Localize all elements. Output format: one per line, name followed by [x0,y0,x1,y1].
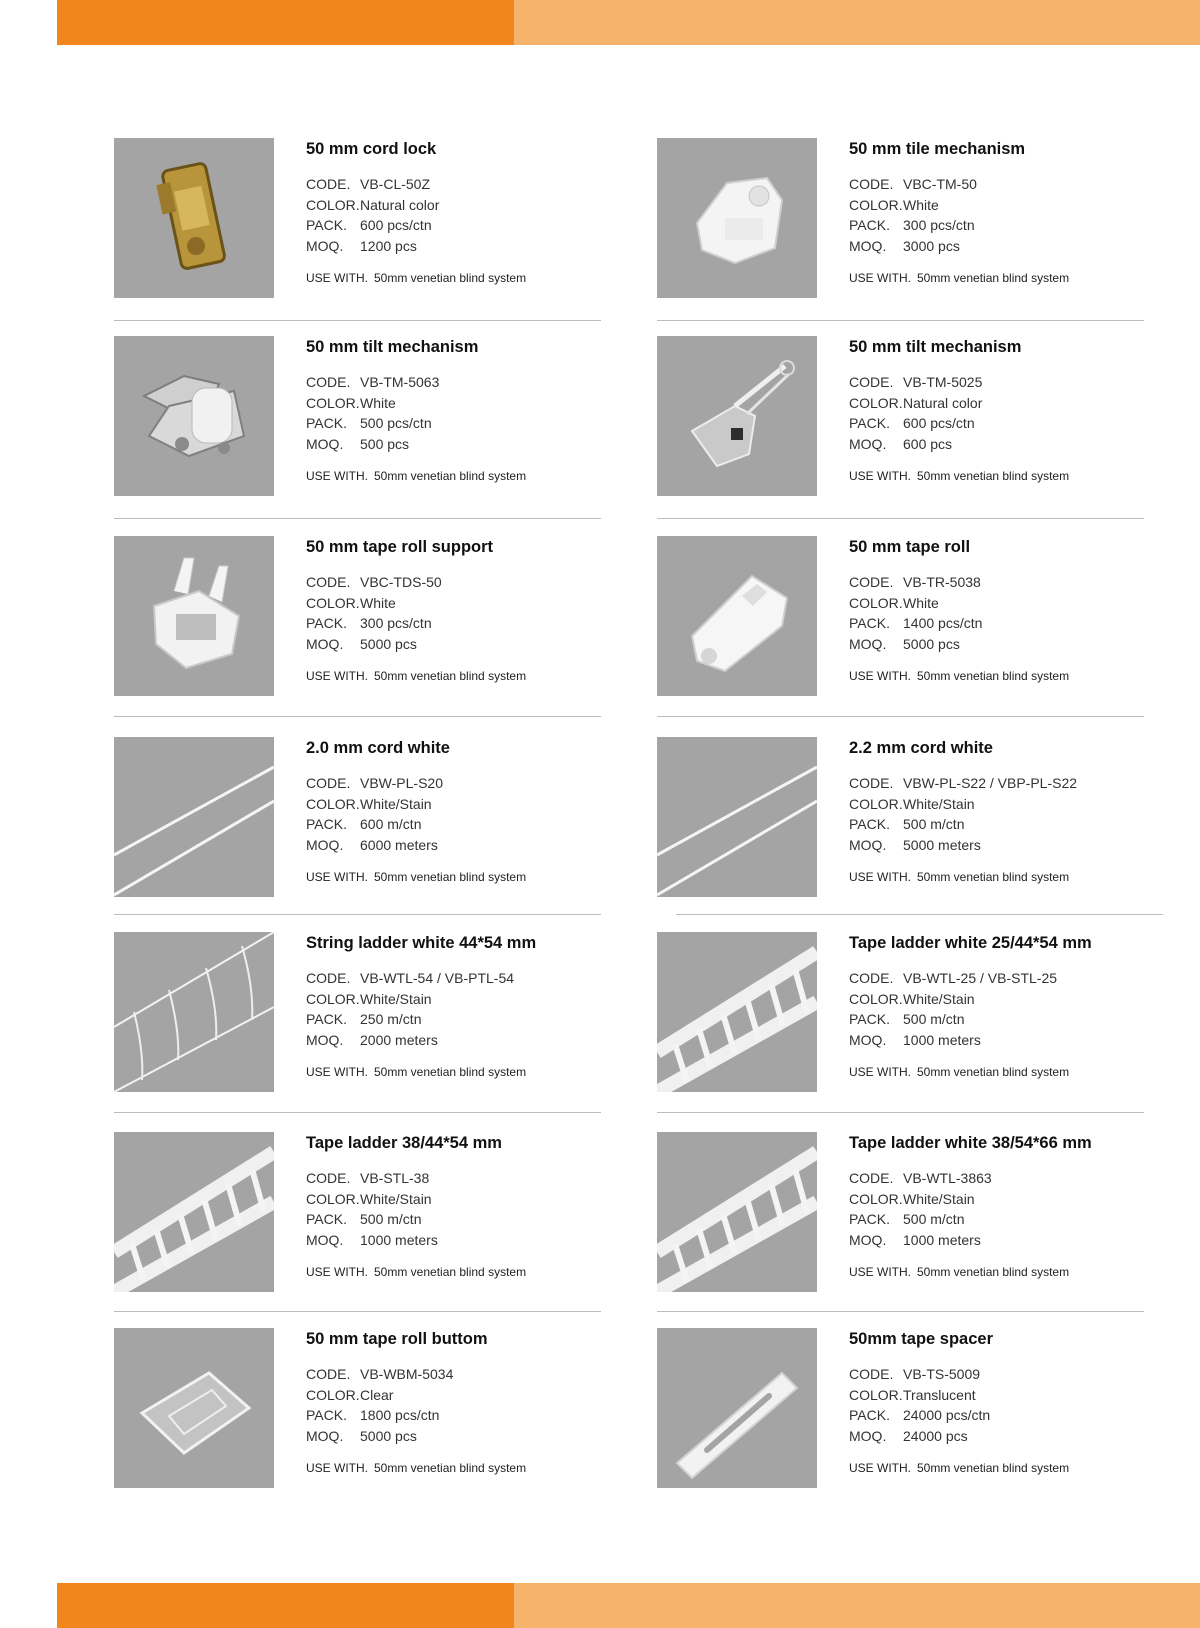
product-info [849,737,1169,884]
spec-pack-value: 500 m/ctn [903,1011,965,1027]
product-image [657,138,817,298]
product-title: 50 mm tape roll buttom [306,1330,488,1348]
use-with-value: 50mm venetian blind system [374,1065,527,1079]
product-card [657,1328,1157,1488]
spec-moq-value: 500 pcs [360,435,410,452]
spec-pack-label: PACK. [306,1011,347,1027]
product-info [849,1328,1169,1475]
use-with-value: 50mm venetian blind system [917,1265,1070,1279]
product-card [657,536,1157,696]
spec-code [849,1364,1169,1385]
product-card [114,737,614,897]
spec-moq-value: 5000 pcs [903,635,960,652]
spec-pack [306,814,626,835]
bottom-accent-bar [57,1583,1200,1628]
use-with-value: 50mm venetian blind system [917,669,1070,683]
spec-pack [849,1209,1169,1230]
use-with-label: USE WITH. [849,1265,911,1279]
spec-color-label: COLOR. [849,990,903,1007]
use-with [849,271,1169,285]
spec-moq-value: 1000 meters [903,1231,981,1248]
spec-moq [306,434,626,455]
spec-code-label: CODE. [306,574,351,590]
spec-color [306,1189,626,1210]
product-info [306,536,626,683]
spec-code-value: VB-TM-5063 [360,374,440,390]
top-accent-bar-light [514,0,1200,45]
spec-code-value: VBC-TM-50 [903,176,977,192]
spec-pack-label: PACK. [306,217,347,233]
spec-code-label: CODE. [306,1366,351,1382]
cord-icon [114,737,274,897]
spec-code [849,174,1169,195]
use-with-value: 50mm venetian blind system [917,1065,1070,1079]
use-with [306,271,626,285]
tape-ladder-icon [657,932,817,1092]
use-with [849,870,1169,884]
spec-moq-label: MOQ. [849,1031,887,1048]
spec-code [849,968,1169,989]
product-title: String ladder white 44*54 mm [306,934,537,952]
use-with-label: USE WITH. [849,469,911,483]
row-divider [114,1311,601,1312]
product-title: 50 mm tape roll [849,538,971,556]
spec-code-value: VB-CL-50Z [360,176,431,192]
product-title: 2.2 mm cord white [849,739,993,757]
spec-pack-label: PACK. [849,1011,890,1027]
spec-color [306,593,626,614]
spec-color [849,593,1169,614]
use-with-value: 50mm venetian blind system [917,870,1070,884]
row-divider [657,518,1144,519]
spec-color-label: COLOR. [306,990,360,1007]
use-with-value: 50mm venetian blind system [917,271,1070,285]
use-with-value: 50mm venetian blind system [374,669,527,683]
spec-color-label: COLOR. [849,1190,903,1207]
spec-code-value: VB-WTL-25 / VB-STL-25 [903,970,1058,986]
spec-color [849,1385,1169,1406]
use-with-label: USE WITH. [306,271,368,285]
product-card [114,1132,614,1292]
use-with-value: 50mm venetian blind system [374,271,527,285]
use-with [306,870,626,884]
use-with-value: 50mm venetian blind system [374,1461,527,1475]
product-info [849,1132,1169,1279]
white-tilt-block-icon [657,138,817,298]
use-with-value: 50mm venetian blind system [374,870,527,884]
product-card [657,138,1157,298]
product-info [306,1132,626,1279]
product-title: Tape ladder white 25/44*54 mm [849,934,1092,952]
product-image [114,737,274,897]
spec-pack [849,814,1169,835]
spec-pack-value: 500 m/ctn [903,1211,965,1227]
spec-moq-label: MOQ. [306,435,344,452]
spec-color-label: COLOR. [849,594,903,611]
spec-code-value: VBW-PL-S20 [360,775,443,791]
top-accent-bar [57,0,1200,45]
spec-code-label: CODE. [849,374,894,390]
spec-pack-value: 600 pcs/ctn [360,217,432,233]
product-title: 50 mm tape roll support [306,538,494,556]
spec-pack [849,1405,1169,1426]
spec-moq-label: MOQ. [306,237,344,254]
spec-color-label: COLOR. [849,394,903,411]
spec-color-label: COLOR. [306,1386,360,1403]
tape-ladder-icon [114,1132,274,1292]
product-image [657,336,817,496]
clear-tilt-mechanism-icon [657,336,817,496]
use-with-label: USE WITH. [849,1065,911,1079]
spec-color-value: White/Stain [360,795,432,812]
spec-pack [849,215,1169,236]
spec-color-value: White/Stain [360,1190,432,1207]
spec-moq-label: MOQ. [849,1231,887,1248]
spec-color-value: White [360,394,396,411]
spec-pack [849,613,1169,634]
spec-code-value: VB-TM-5025 [903,374,983,390]
spec-color-value: White/Stain [360,990,432,1007]
product-info [306,1328,626,1475]
row-divider [114,518,601,519]
spec-moq [849,1030,1169,1051]
spec-color-label: COLOR. [306,1190,360,1207]
spec-color [306,393,626,414]
spec-color [306,794,626,815]
spec-code [849,1168,1169,1189]
use-with-label: USE WITH. [306,1065,368,1079]
spec-moq-label: MOQ. [306,635,344,652]
product-image [114,932,274,1092]
spec-color-value: Clear [360,1386,394,1403]
spec-code [306,1364,626,1385]
product-title: 50 mm tile mechanism [849,140,1026,158]
product-info [306,932,626,1079]
spec-code-value: VB-TS-5009 [903,1366,981,1382]
product-info [306,336,626,483]
spec-code [306,1168,626,1189]
product-card [114,336,614,496]
spec-moq-label: MOQ. [849,1427,887,1444]
spec-code [849,572,1169,593]
spec-code-value: VB-TR-5038 [903,574,981,590]
spec-moq-value: 1000 meters [903,1031,981,1048]
spec-moq [306,1030,626,1051]
spec-pack [306,1405,626,1426]
bottom-accent-bar-dark [57,1583,514,1628]
spec-color-value: Natural color [903,394,983,411]
row-divider [114,716,601,717]
spec-code [849,773,1169,794]
spec-color-value: White [903,196,939,213]
spec-pack-label: PACK. [306,1211,347,1227]
spec-moq-value: 1200 pcs [360,237,417,254]
spec-color [849,794,1169,815]
product-card [657,1132,1157,1292]
use-with [849,469,1169,483]
spec-code-value: VB-WTL-54 / VB-PTL-54 [360,970,515,986]
spec-color [849,1189,1169,1210]
spec-moq-value: 5000 pcs [360,635,417,652]
metal-tilt-mechanism-icon [114,336,274,496]
spec-color-value: Translucent [903,1386,976,1403]
product-title: 50 mm tilt mechanism [849,338,1022,356]
spec-moq-label: MOQ. [849,237,887,254]
product-image [657,737,817,897]
spec-moq-value: 600 pcs [903,435,953,452]
spec-pack-value: 300 pcs/ctn [903,217,975,233]
spec-code-label: CODE. [849,176,894,192]
spec-color-value: White [360,594,396,611]
use-with-label: USE WITH. [306,669,368,683]
top-accent-bar-dark [57,0,514,45]
product-info [849,336,1169,483]
spec-code-label: CODE. [849,574,894,590]
product-image [657,1328,817,1488]
spec-color [306,989,626,1010]
product-image [114,1132,274,1292]
spec-color-value: White/Stain [903,990,975,1007]
spec-color-label: COLOR. [306,394,360,411]
spec-moq [306,1426,626,1447]
use-with [849,1065,1169,1079]
spec-pack-value: 250 m/ctn [360,1011,422,1027]
use-with-label: USE WITH. [306,469,368,483]
use-with-value: 50mm venetian blind system [374,469,527,483]
spec-color-label: COLOR. [306,795,360,812]
spec-code-value: VBC-TDS-50 [360,574,442,590]
spec-moq [849,1230,1169,1251]
spec-pack-value: 500 m/ctn [903,816,965,832]
product-info [849,536,1169,683]
product-image [657,536,817,696]
spec-pack-value: 1800 pcs/ctn [360,1407,440,1423]
spec-code-label: CODE. [306,176,351,192]
spec-code-label: CODE. [306,775,351,791]
spec-moq-value: 24000 pcs [903,1427,968,1444]
spec-pack [306,215,626,236]
bottom-accent-bar-light [514,1583,1200,1628]
spec-code-label: CODE. [849,970,894,986]
spec-pack-label: PACK. [306,816,347,832]
spec-pack [306,1209,626,1230]
row-divider [114,914,601,915]
spec-moq-value: 6000 meters [360,836,438,853]
use-with-value: 50mm venetian blind system [917,1461,1070,1475]
use-with-label: USE WITH. [849,669,911,683]
spec-moq [849,634,1169,655]
spec-moq [849,236,1169,257]
string-ladder-icon [114,932,274,1092]
spec-pack-label: PACK. [306,415,347,431]
product-title: 50 mm cord lock [306,140,437,158]
product-info [849,932,1169,1079]
spec-moq-value: 3000 pcs [903,237,960,254]
use-with-label: USE WITH. [849,271,911,285]
use-with [306,669,626,683]
spec-code-value: VB-STL-38 [360,1170,430,1186]
product-info [306,737,626,884]
spec-moq-label: MOQ. [306,1231,344,1248]
product-title: Tape ladder 38/44*54 mm [306,1134,502,1152]
use-with [306,469,626,483]
product-card [114,1328,614,1488]
spec-pack-value: 300 pcs/ctn [360,615,432,631]
spec-moq-label: MOQ. [306,836,344,853]
spec-pack [306,413,626,434]
tape-roll-icon [657,536,817,696]
product-card [657,737,1157,897]
spec-pack-value: 500 pcs/ctn [360,415,432,431]
product-card [657,336,1157,496]
spec-pack-value: 24000 pcs/ctn [903,1407,991,1423]
spec-code-label: CODE. [306,1170,351,1186]
spec-code [306,174,626,195]
spec-pack-value: 600 m/ctn [360,816,422,832]
spec-moq-label: MOQ. [849,836,887,853]
spec-pack [306,613,626,634]
spec-color-value: White/Stain [903,1190,975,1207]
spec-pack-label: PACK. [849,816,890,832]
spec-code-value: VBW-PL-S22 / VBP-PL-S22 [903,775,1078,791]
product-title: Tape ladder white 38/54*66 mm [849,1134,1092,1152]
use-with-label: USE WITH. [849,870,911,884]
spec-moq-label: MOQ. [306,1427,344,1444]
use-with-value: 50mm venetian blind system [374,1265,527,1279]
product-info [849,138,1169,285]
product-title: 50 mm tilt mechanism [306,338,479,356]
use-with-value: 50mm venetian blind system [917,469,1070,483]
spec-pack-value: 500 m/ctn [360,1211,422,1227]
spec-pack-label: PACK. [849,1407,890,1423]
spec-moq-label: MOQ. [306,1031,344,1048]
product-title: 2.0 mm cord white [306,739,450,757]
spec-code [306,372,626,393]
use-with [306,1065,626,1079]
spec-moq [306,835,626,856]
clear-tape-roll-bottom-icon [114,1328,274,1488]
spec-pack [306,1009,626,1030]
spec-pack-label: PACK. [849,415,890,431]
spec-code-label: CODE. [849,1170,894,1186]
product-card [114,138,614,298]
product-card [114,536,614,696]
spec-moq-label: MOQ. [849,635,887,652]
spec-moq [306,236,626,257]
row-divider [657,320,1144,321]
use-with-label: USE WITH. [306,1265,368,1279]
product-image [657,932,817,1092]
spec-moq-value: 2000 meters [360,1031,438,1048]
spec-moq [849,835,1169,856]
row-divider [657,716,1144,717]
spec-color [306,195,626,216]
spec-code-label: CODE. [306,970,351,986]
spec-code-value: VB-WBM-5034 [360,1366,454,1382]
spec-pack-label: PACK. [306,1407,347,1423]
spec-code [849,372,1169,393]
spec-pack-value: 600 pcs/ctn [903,415,975,431]
spec-code-label: CODE. [849,775,894,791]
spec-pack-value: 1400 pcs/ctn [903,615,983,631]
spec-moq [306,1230,626,1251]
spec-pack-label: PACK. [849,1211,890,1227]
spec-pack-label: PACK. [306,615,347,631]
product-title: 50mm tape spacer [849,1330,993,1348]
spec-color-label: COLOR. [849,795,903,812]
row-divider [114,320,601,321]
spec-color-value: White/Stain [903,795,975,812]
spec-moq-value: 5000 pcs [360,1427,417,1444]
product-info [306,138,626,285]
use-with [306,1461,626,1475]
spec-code-label: CODE. [849,1366,894,1382]
tape-spacer-icon [657,1328,817,1488]
product-image [114,536,274,696]
metal-cord-lock-icon [114,138,274,298]
use-with [849,669,1169,683]
spec-color-label: COLOR. [306,196,360,213]
spec-moq [849,1426,1169,1447]
cord-icon [657,737,817,897]
spec-moq-label: MOQ. [849,435,887,452]
spec-color [849,195,1169,216]
tape-roll-support-icon [114,536,274,696]
spec-color [849,989,1169,1010]
use-with [849,1461,1169,1475]
use-with [849,1265,1169,1279]
spec-moq [306,634,626,655]
spec-color-label: COLOR. [306,594,360,611]
spec-code [306,572,626,593]
spec-code-value: VB-WTL-3863 [903,1170,992,1186]
spec-moq [849,434,1169,455]
spec-color-value: Natural color [360,196,440,213]
spec-pack-label: PACK. [849,217,890,233]
spec-color-label: COLOR. [849,196,903,213]
product-card [114,932,614,1092]
tape-ladder-icon [657,1132,817,1292]
use-with [306,1265,626,1279]
product-card [657,932,1157,1092]
product-image [114,336,274,496]
product-image [114,138,274,298]
spec-pack [849,1009,1169,1030]
product-image [114,1328,274,1488]
spec-color-value: White [903,594,939,611]
spec-moq-value: 1000 meters [360,1231,438,1248]
row-divider [676,914,1163,915]
use-with-label: USE WITH. [306,870,368,884]
product-image [657,1132,817,1292]
use-with-label: USE WITH. [849,1461,911,1475]
spec-color [306,1385,626,1406]
spec-pack [849,413,1169,434]
row-divider [657,1112,1144,1113]
row-divider [114,1112,601,1113]
spec-code [306,773,626,794]
spec-moq-value: 5000 meters [903,836,981,853]
spec-color [849,393,1169,414]
spec-code [306,968,626,989]
row-divider [657,1311,1144,1312]
spec-pack-label: PACK. [849,615,890,631]
spec-code-label: CODE. [306,374,351,390]
spec-color-label: COLOR. [849,1386,903,1403]
use-with-label: USE WITH. [306,1461,368,1475]
